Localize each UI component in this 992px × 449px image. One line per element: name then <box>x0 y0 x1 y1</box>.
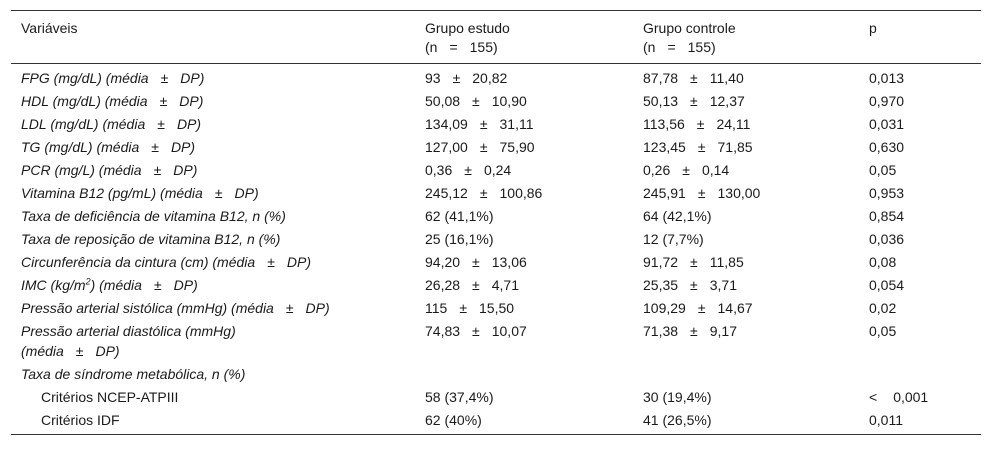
row-study-value: 62 (41,1%) <box>425 208 494 224</box>
table-row <box>11 204 981 227</box>
row-study-value: 74,83 ± 10,07 <box>425 323 527 339</box>
row-variable: IMC $(kg/m^2)$ (média ± DP) <box>21 276 198 293</box>
row-study-value: 127,00 ± 75,90 <box>425 139 535 155</box>
table-row <box>11 158 981 181</box>
row-control-value: 12 (7,7%) <box>643 231 704 247</box>
row-control-value: 109,29 ± 14,67 <box>643 300 753 316</box>
row-variable: Pressão arterial diastólica (mmHg) (média ± DP) <box>21 323 236 359</box>
row-control-value: 50,13 ± 12,37 <box>643 93 745 109</box>
table-row <box>11 64 981 90</box>
row-variable: Taxa de síndrome metabólica, n (%) <box>21 366 246 382</box>
row-variable: PCR (mg/L) (média ± DP) <box>21 162 198 178</box>
row-study-value: 115 ± 15,50 <box>425 300 515 316</box>
row-control-value: 25,35 ± 3,71 <box>643 277 737 293</box>
row-control-value: 30 (19,4%) <box>643 389 712 405</box>
table-row <box>11 135 981 158</box>
table-header-row <box>11 11 981 64</box>
row-p-value: 0,970 <box>869 93 905 109</box>
row-study-value: 62 (40%) <box>425 408 643 435</box>
row-control-value: 245,91 ± 130,00 <box>643 185 761 201</box>
row-variable: Critérios NCEP-ATPIII <box>41 389 179 405</box>
row-p-value: 0,854 <box>869 208 905 224</box>
row-variable: HDL (mg/dL) (média ± DP) <box>21 93 204 109</box>
row-study-value: 0,36 ± 0,24 <box>425 162 512 178</box>
row-variable: Circunferência da cintura (cm) (média ± DP) <box>21 254 312 270</box>
row-study-value: 58 (37,4%) <box>425 389 494 405</box>
header-control-group <box>643 11 869 64</box>
header-study-n: (n = 155) <box>425 39 498 55</box>
header-variables: Variáveis <box>11 11 425 64</box>
row-p-value: 0,630 <box>869 139 905 155</box>
row-study-value: 94,20 ± 13,06 <box>425 254 527 270</box>
table-row <box>11 385 981 408</box>
row-control-value: 91,72 ± 11,85 <box>643 254 744 270</box>
table-row <box>11 181 981 204</box>
table-row <box>11 89 981 112</box>
header-control-n: (n = 155) <box>643 39 716 55</box>
table-row <box>11 296 981 319</box>
row-variable: Vitamina B12 (pg/mL) (média ± DP) <box>21 185 259 201</box>
row-p-value: 0,054 <box>869 277 905 293</box>
row-p-value: 0,036 <box>869 231 905 247</box>
results-table-container <box>11 10 981 435</box>
row-variable: Taxa de reposição de vitamina B12, n (%) <box>21 231 281 247</box>
table-row <box>11 408 981 435</box>
table-row <box>11 227 981 250</box>
row-control-value: 41 (26,5%) <box>643 408 869 435</box>
row-control-value: 123,45 ± 71,85 <box>643 139 753 155</box>
results-table <box>11 10 981 435</box>
table-row <box>11 250 981 273</box>
row-variable: Taxa de deficiência de vitamina B12, n (%) <box>21 208 286 224</box>
header-study-group <box>425 11 643 64</box>
table-row <box>11 362 981 385</box>
row-variable: TG (mg/dL) (média ± DP) <box>21 139 196 155</box>
row-p-value: 0,08 <box>869 254 897 270</box>
row-control-value: 87,78 ± 11,40 <box>643 70 744 86</box>
table-row <box>11 112 981 135</box>
row-p-value <box>869 362 981 385</box>
row-study-value: 25 (16,1%) <box>425 231 494 247</box>
row-control-value: 64 (42,1%) <box>643 208 712 224</box>
row-p-value: 0,031 <box>869 116 905 132</box>
row-p-value: 0,013 <box>869 70 905 86</box>
row-p-value: 0,953 <box>869 185 905 201</box>
row-p-value: 0,011 <box>869 408 981 435</box>
row-study-value <box>425 362 643 385</box>
row-p-value: 0,05 <box>869 162 897 178</box>
header-control-title: Grupo controle <box>643 20 736 36</box>
row-variable: FPG (mg/dL) (média ± DP) <box>21 70 205 86</box>
row-control-value: 113,56 ± 24,11 <box>643 116 751 132</box>
header-p-value: p <box>869 11 981 64</box>
row-p-value: 0,02 <box>869 300 897 316</box>
row-variable: LDL (mg/dL) (média ± DP) <box>21 116 202 132</box>
row-study-value: 134,09 ± 31,11 <box>425 116 534 132</box>
row-study-value: 93 ± 20,82 <box>425 70 508 86</box>
row-study-value: 26,28 ± 4,71 <box>425 277 519 293</box>
row-study-value: 245,12 ± 100,86 <box>425 185 543 201</box>
row-variable: Critérios IDF <box>11 408 425 435</box>
row-control-value: 71,38 ± 9,17 <box>643 323 737 339</box>
row-control-value <box>643 362 869 385</box>
row-control-value: 0,26 ± 0,14 <box>643 162 730 178</box>
table-row <box>11 273 981 296</box>
row-variable: Pressão arterial sistólica (mmHg) (média ± DP) <box>21 300 330 316</box>
row-p-value: 0,05 <box>869 323 897 339</box>
row-p-value: < 0,001 <box>869 389 929 405</box>
table-row <box>11 319 981 362</box>
row-study-value: 50,08 ± 10,90 <box>425 93 527 109</box>
header-study-title: Grupo estudo <box>425 20 510 36</box>
